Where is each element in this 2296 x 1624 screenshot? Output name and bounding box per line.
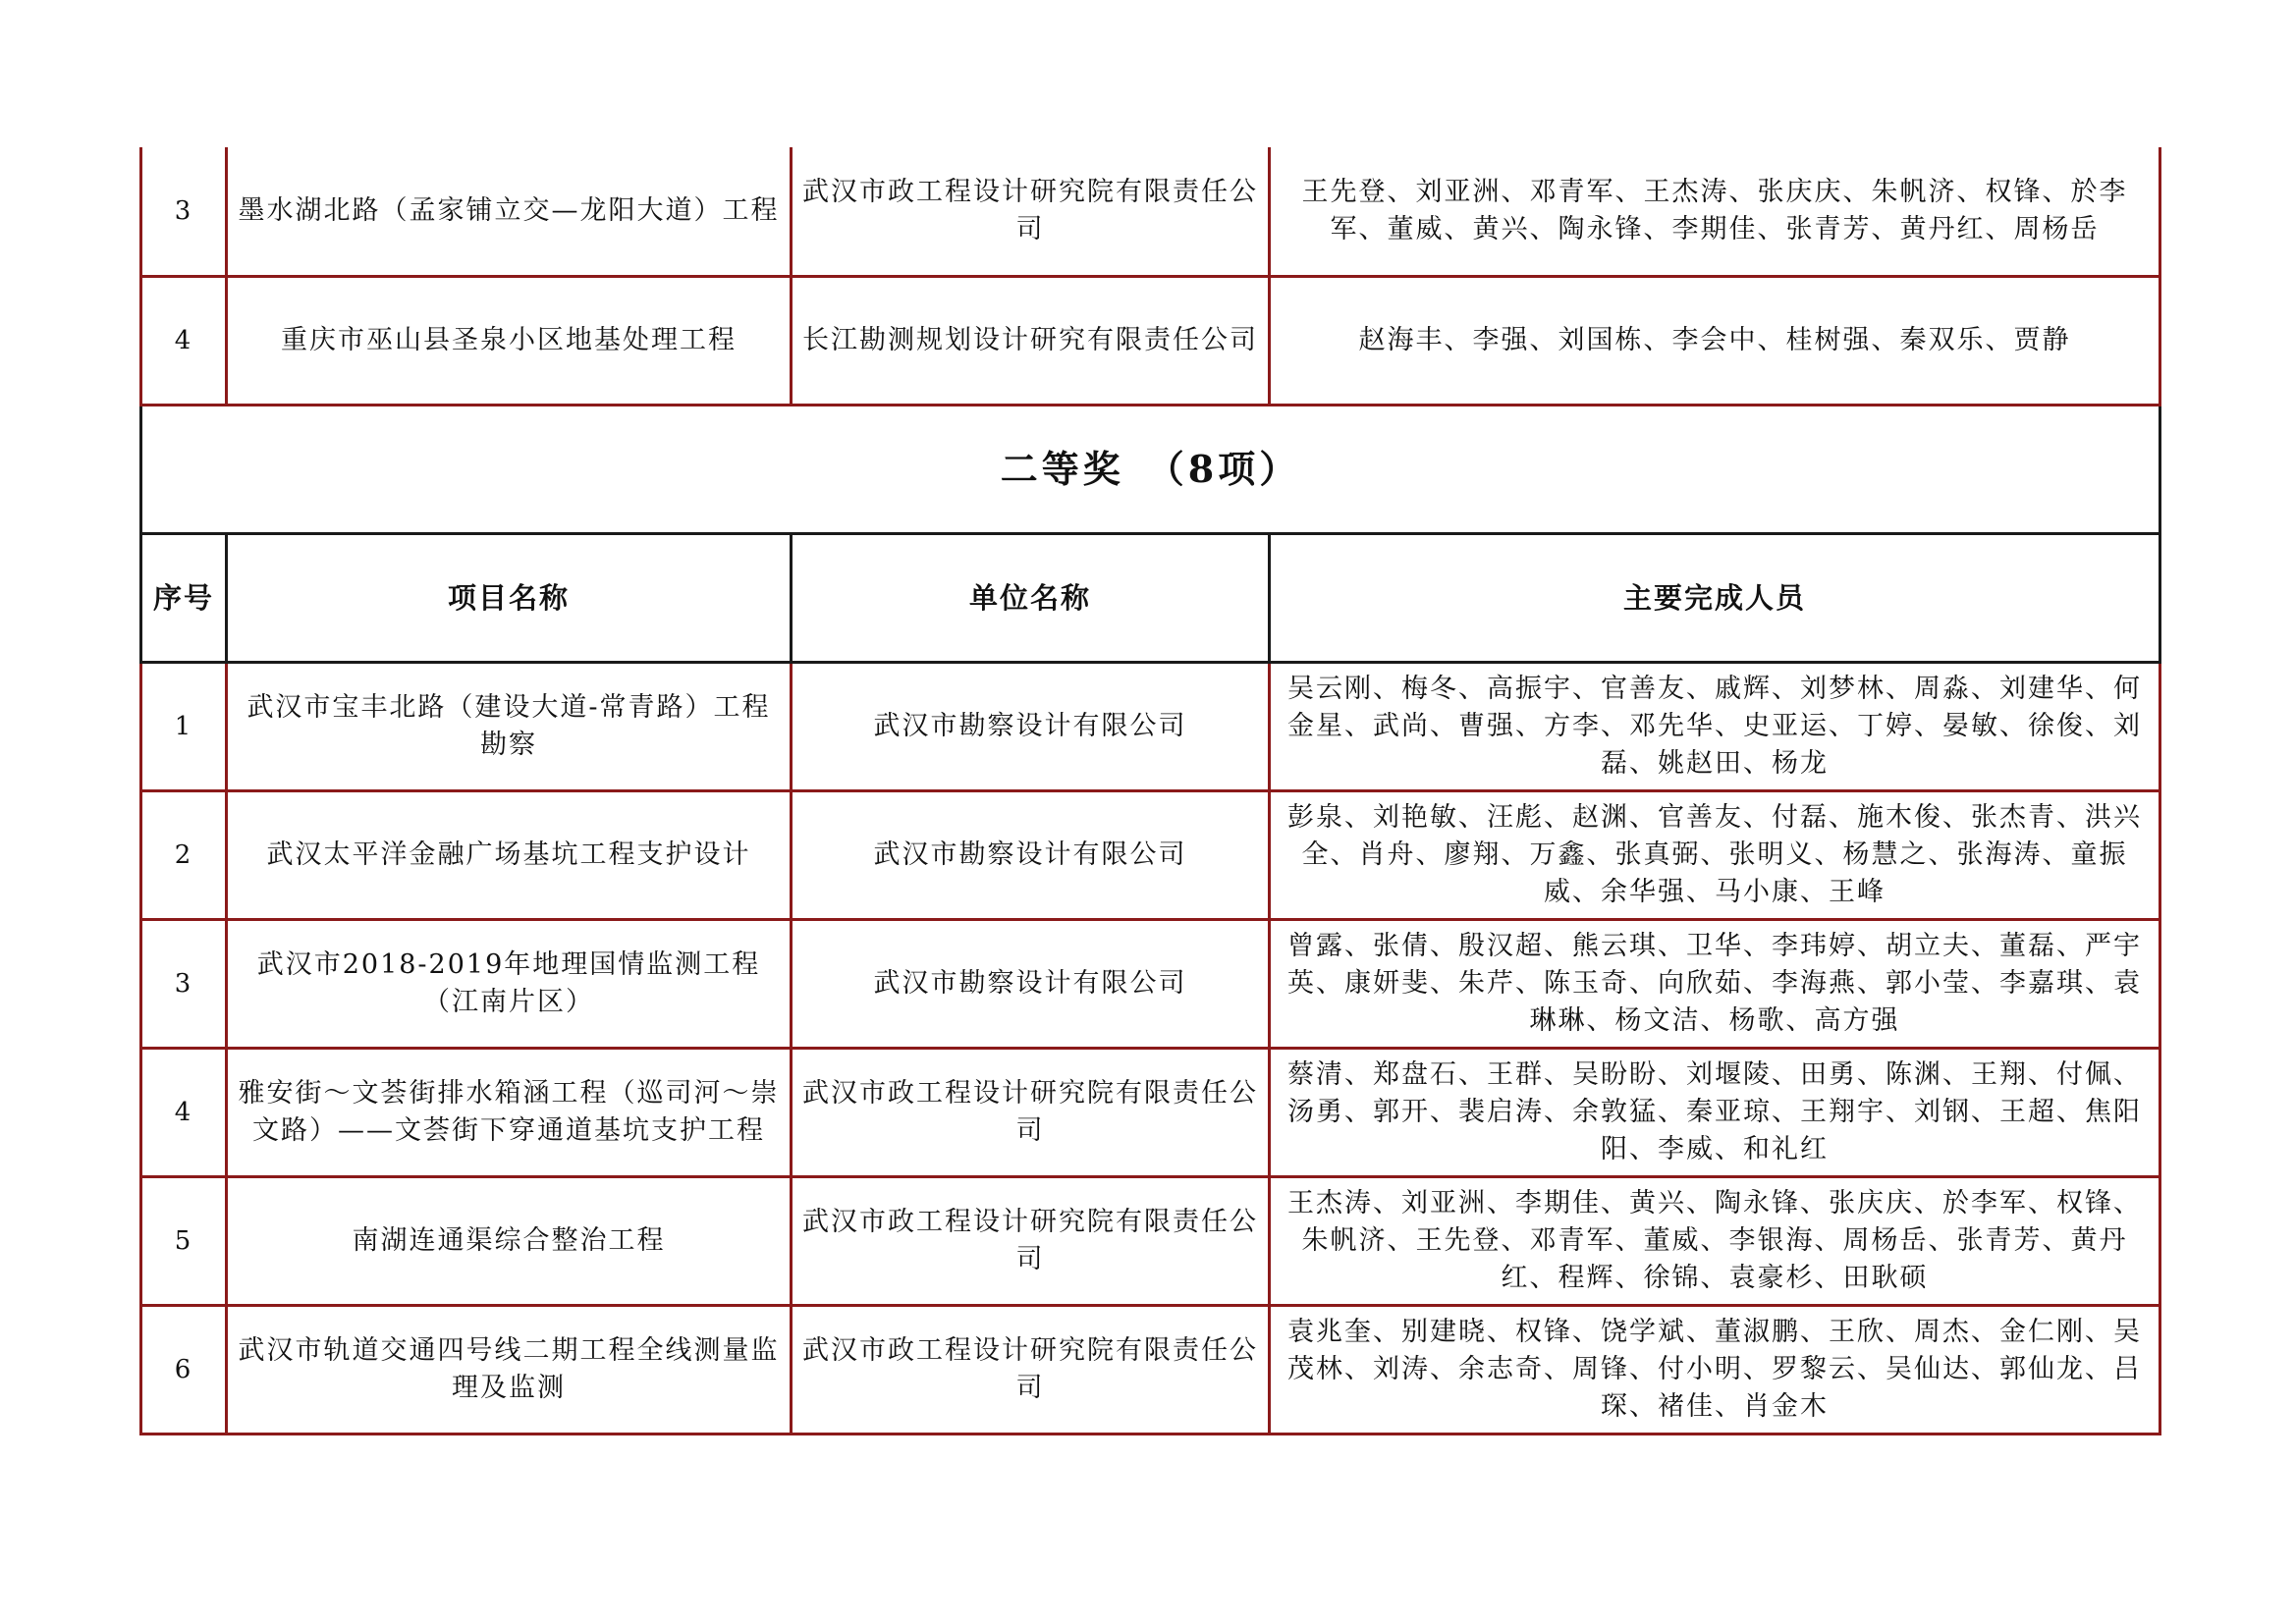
main-contributors: 吴云刚、梅冬、高振宇、官善友、戚辉、刘梦林、周淼、刘建华、何金星、武尚、曹强、方李、邓先华、史亚运、丁婷、晏敏、徐俊、刘磊、姚赵田、杨龙	[1270, 662, 2160, 790]
project-name: 武汉太平洋金融广场基坑工程支护设计	[227, 790, 792, 919]
unit-name: 武汉市勘察设计有限公司	[792, 790, 1270, 919]
header-serial-number: 序号	[141, 533, 227, 662]
table-row	[141, 1048, 2160, 1176]
header-main-contributors: 主要完成人员	[1270, 533, 2160, 662]
row-number: 3	[141, 919, 227, 1048]
header-unit-name: 单位名称	[792, 533, 1270, 662]
unit-name: 武汉市勘察设计有限公司	[792, 662, 1270, 790]
unit-name: 武汉市政工程设计研究院有限责任公司	[792, 1048, 1270, 1176]
row-number: 5	[141, 1176, 227, 1305]
main-contributors: 王杰涛、刘亚洲、李期佳、黄兴、陶永锋、张庆庆、於李军、权锋、朱帆济、王先登、邓青军、董威、李银海、周杨岳、张青芳、黄丹红、程辉、徐锦、袁豪杉、田耿硕	[1270, 1176, 2160, 1305]
main-contributors: 彭泉、刘艳敏、汪彪、赵渊、官善友、付磊、施木俊、张杰青、洪兴全、肖舟、廖翔、万鑫、张真弼、张明义、杨慧之、张海涛、童振威、余华强、马小康、王峰	[1270, 790, 2160, 919]
project-name: 重庆市巫山县圣泉小区地基处理工程	[227, 276, 792, 405]
table-row	[141, 1305, 2160, 1434]
unit-name: 武汉市政工程设计研究院有限责任公司	[792, 1305, 1270, 1434]
row-number: 1	[141, 662, 227, 790]
table-row	[141, 790, 2160, 919]
main-contributors: 赵海丰、李强、刘国栋、李会中、桂树强、秦双乐、贾静	[1270, 276, 2160, 405]
main-contributors: 曾露、张倩、殷汉超、熊云琪、卫华、李玮婷、胡立夫、董磊、严宇英、康妍斐、朱芹、陈玉奇、向欣茹、李海燕、郭小莹、李嘉琪、袁琳琳、杨文洁、杨歌、高方强	[1270, 919, 2160, 1048]
unit-name: 长江勘测规划设计研究有限责任公司	[792, 276, 1270, 405]
column-header-row	[141, 533, 2160, 662]
row-number: 3	[141, 147, 227, 276]
header-project-name: 项目名称	[227, 533, 792, 662]
project-name: 武汉市宝丰北路（建设大道-常青路）工程勘察	[227, 662, 792, 790]
table-row	[141, 1176, 2160, 1305]
row-number: 4	[141, 276, 227, 405]
unit-name: 武汉市政工程设计研究院有限责任公司	[792, 1176, 1270, 1305]
row-number: 2	[141, 790, 227, 919]
unit-name: 武汉市勘察设计有限公司	[792, 919, 1270, 1048]
project-name: 雅安街～文荟街排水箱涵工程（巡司河～崇文路）——文荟街下穿通道基坑支护工程	[227, 1048, 792, 1176]
section-title: 二等奖 （8项）	[141, 405, 2160, 533]
project-name: 武汉市轨道交通四号线二期工程全线测量监理及监测	[227, 1305, 792, 1434]
row-number: 6	[141, 1305, 227, 1434]
unit-name: 武汉市政工程设计研究院有限责任公司	[792, 147, 1270, 276]
project-name: 武汉市2018-2019年地理国情监测工程（江南片区）	[227, 919, 792, 1048]
main-contributors: 袁兆奎、别建晓、权锋、饶学斌、董淑鹏、王欣、周杰、金仁刚、吴茂林、刘涛、余志奇、周锋、付小明、罗黎云、吴仙达、郭仙龙、吕琛、褚佳、肖金木	[1270, 1305, 2160, 1434]
section-heading-row	[141, 405, 2160, 533]
project-name: 南湖连通渠综合整治工程	[227, 1176, 792, 1305]
main-contributors: 王先登、刘亚洲、邓青军、王杰涛、张庆庆、朱帆济、权锋、於李军、董威、黄兴、陶永锋、李期佳、张青芳、黄丹红、周杨岳	[1270, 147, 2160, 276]
main-contributors: 蔡清、郑盘石、王群、吴盼盼、刘堰陵、田勇、陈渊、王翔、付佩、汤勇、郭开、裴启涛、余敦猛、秦亚琼、王翔宇、刘钢、王超、焦阳阳、李威、和礼红	[1270, 1048, 2160, 1176]
project-name: 墨水湖北路（孟家铺立交—龙阳大道）工程	[227, 147, 792, 276]
table-row	[141, 662, 2160, 790]
award-table	[139, 147, 2161, 1435]
table-row	[141, 919, 2160, 1048]
row-number: 4	[141, 1048, 227, 1176]
table-row	[141, 147, 2160, 276]
table-row	[141, 276, 2160, 405]
